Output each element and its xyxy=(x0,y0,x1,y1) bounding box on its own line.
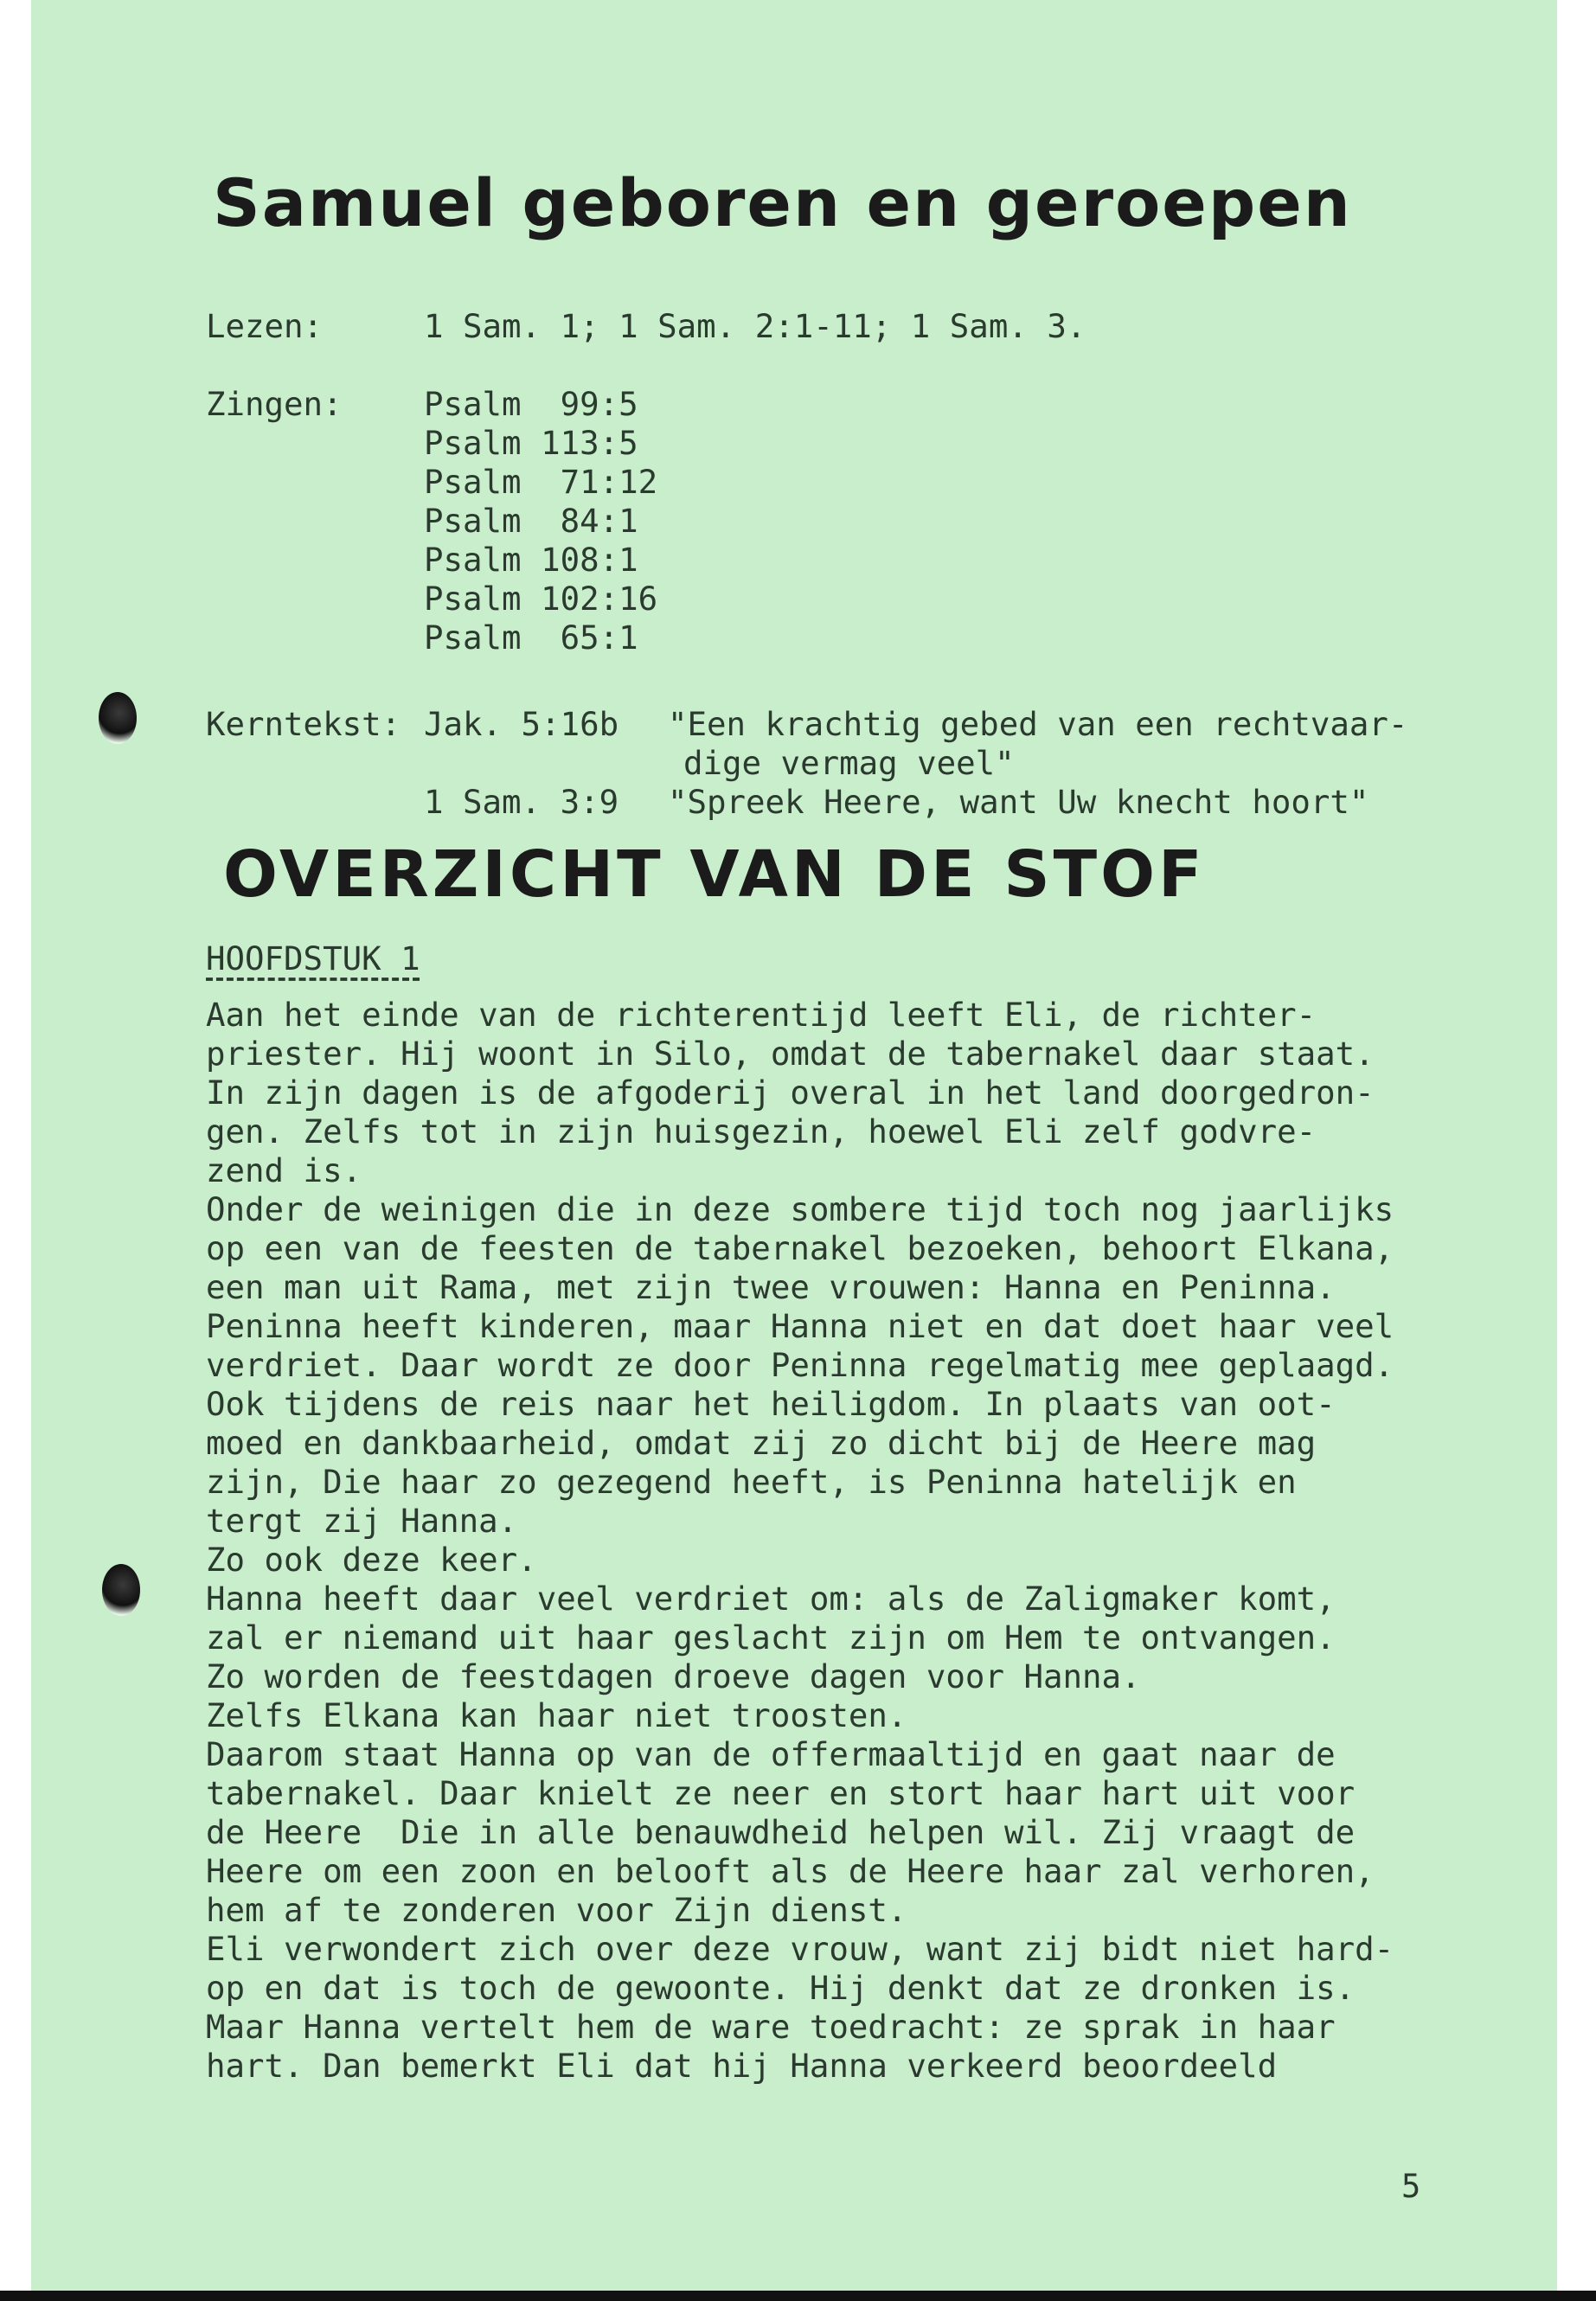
psalm-list xyxy=(424,385,657,657)
body-line: priester. Hij woont in Silo, omdat de tabernakel daar staat. xyxy=(206,1035,1375,1073)
kerntekst-quote-1-line-1: "Een krachtig gebed van een rechtvaar- xyxy=(668,705,1408,743)
body-line: tergt zij Hanna. xyxy=(206,1502,518,1540)
kerntekst-label: Kerntekst: xyxy=(206,705,401,743)
body-line: tabernakel. Daar knielt ze neer en stort haar hart uit voor xyxy=(206,1774,1356,1812)
kerntekst-ref-1: Jak. 5:16b xyxy=(424,705,619,743)
body-line: zal er niemand uit haar geslacht zijn om Hem te ontvangen. xyxy=(206,1618,1336,1657)
punch-hole-top xyxy=(99,692,137,744)
punch-hole-bottom xyxy=(102,1564,140,1616)
body-line: Onder de weinigen die in deze sombere tijd toch nog jaarlijks xyxy=(206,1190,1394,1228)
kerntekst-quote-2: "Spreek Heere, want Uw knecht hoort" xyxy=(668,783,1369,821)
lezen-value: 1 Sam. 1; 1 Sam. 2:1-11; 1 Sam. 3. xyxy=(424,307,1086,345)
psalm-item: Psalm 102:16 xyxy=(424,580,658,618)
kerntekst-quote-1-line-2: dige vermag veel" xyxy=(683,744,1015,782)
body-line: Ook tijdens de reis naar het heiligdom. In plaats van oot- xyxy=(206,1385,1336,1423)
lesson-title: Samuel geboren en geroepen xyxy=(213,164,1352,241)
body-line: Zelfs Elkana kan haar niet troosten. xyxy=(206,1696,907,1734)
overview-title: OVERZICHT VAN DE STOF xyxy=(223,837,1206,912)
body-line: In zijn dagen is de afgoderij overal in het land doorgedron- xyxy=(206,1074,1375,1112)
body-line: Eli verwondert zich over deze vrouw, want zij bidt niet hard- xyxy=(206,1930,1394,1968)
psalm-item: Psalm 99:5 xyxy=(424,385,638,423)
body-line: hem af te zonderen voor Zijn dienst. xyxy=(206,1891,907,1929)
psalm-item: Psalm 71:12 xyxy=(424,463,658,501)
chapter-heading: HOOFDSTUK 1 xyxy=(206,939,420,977)
psalm-item: Psalm 108:1 xyxy=(424,541,638,579)
body-line: gen. Zelfs tot in zijn huisgezin, hoewel Eli zelf godvre- xyxy=(206,1112,1317,1150)
body-line: de Heere Die in alle benauwdheid helpen wil. Zij vraagt de xyxy=(206,1813,1356,1851)
body-line: Heere om een zoon en belooft als de Heere haar zal verhoren, xyxy=(206,1852,1375,1890)
body-text xyxy=(206,996,1443,2086)
body-line: Aan het einde van de richterentijd leeft Eli, de richter- xyxy=(206,996,1317,1034)
zingen-label: Zingen: xyxy=(206,385,343,423)
page-number: 5 xyxy=(1401,2168,1421,2205)
document-page xyxy=(31,0,1557,2291)
scan-bottom-edge xyxy=(0,2291,1596,2301)
body-line: op en dat is toch de gewoonte. Hij denkt dat ze dronken is. xyxy=(206,1969,1356,2007)
scan-margin xyxy=(1557,0,1596,2301)
kerntekst-ref-2: 1 Sam. 3:9 xyxy=(424,783,619,821)
psalm-item: Psalm 65:1 xyxy=(424,619,638,657)
body-line: Peninna heeft kinderen, maar Hanna niet en dat doet haar veel xyxy=(206,1307,1394,1345)
body-line: verdriet. Daar wordt ze door Peninna regelmatig mee geplaagd. xyxy=(206,1346,1394,1384)
psalm-item: Psalm 113:5 xyxy=(424,424,638,462)
body-line: moed en dankbaarheid, omdat zij zo dicht bij de Heere mag xyxy=(206,1424,1317,1462)
lezen-label: Lezen: xyxy=(206,307,324,345)
body-line: Daarom staat Hanna op van de offermaaltijd en gaat naar de xyxy=(206,1735,1336,1773)
body-line: zend is. xyxy=(206,1151,362,1189)
body-line: Zo ook deze keer. xyxy=(206,1541,537,1579)
body-line: hart. Dan bemerkt Eli dat hij Hanna verkeerd beoordeeld xyxy=(206,2047,1278,2085)
body-line: Maar Hanna vertelt hem de ware toedracht: ze sprak in haar xyxy=(206,2008,1336,2046)
body-line: Zo worden de feestdagen droeve dagen voor Hanna. xyxy=(206,1657,1141,1695)
psalm-item: Psalm 84:1 xyxy=(424,502,638,540)
body-line: Hanna heeft daar veel verdriet om: als de Zaligmaker komt, xyxy=(206,1580,1336,1618)
body-line: een man uit Rama, met zijn twee vrouwen: Hanna en Peninna. xyxy=(206,1268,1336,1306)
body-line: zijn, Die haar zo gezegend heeft, is Peninna hatelijk en xyxy=(206,1463,1297,1501)
body-line: op een van de feesten de tabernakel bezoeken, behoort Elkana, xyxy=(206,1229,1394,1267)
